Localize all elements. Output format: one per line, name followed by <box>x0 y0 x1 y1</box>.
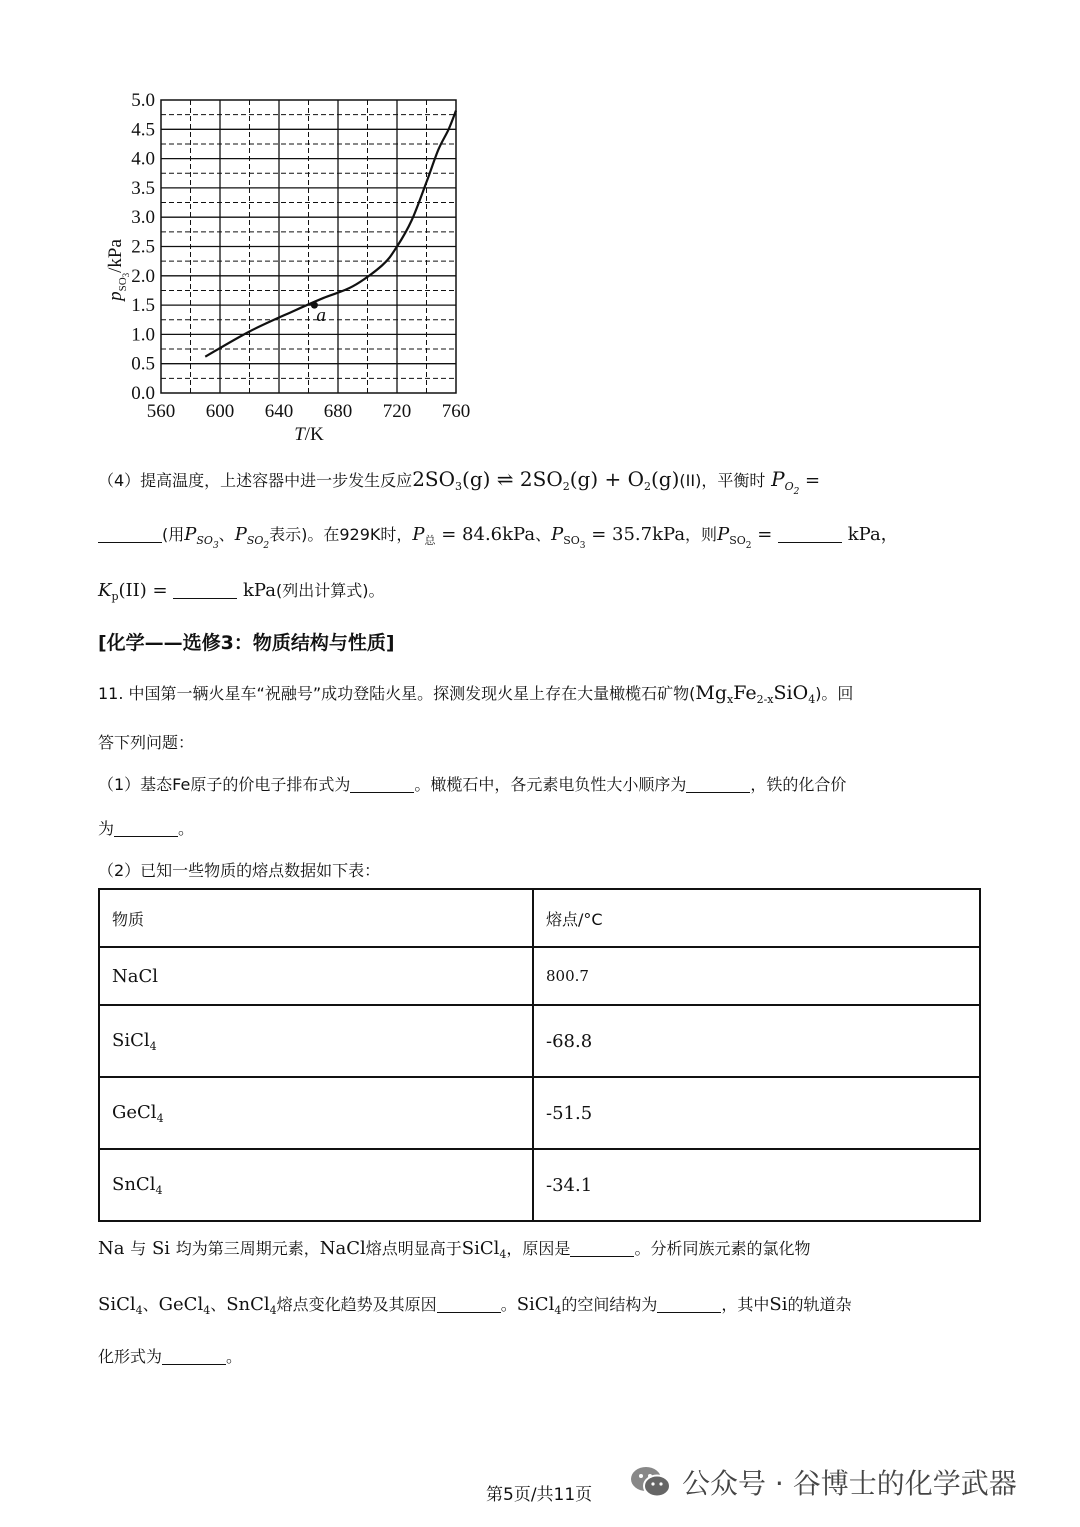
q11-p2-intro: （2）已知一些物质的熔点数据如下表： <box>98 861 381 880</box>
y-tick-label: 4.5 <box>131 119 155 141</box>
kp-symbol: K <box>98 580 112 601</box>
y-tick-label: 3.0 <box>131 207 155 229</box>
q4-line2: (用$P_{SO_3}$、$P_{SO_2}$表示)。在929K时，$P_总 = 84.6kPa$、$P_{SO_3} = 35.7kPa$，则$P_{SO_2}$ = kPa， <box>98 522 990 559</box>
y-tick-label: 0.5 <box>131 353 155 375</box>
answer-blank-po2[interactable] <box>98 524 162 543</box>
q11-line2: 答下列问题： <box>98 733 195 752</box>
x-axis-label: T/K <box>294 424 324 445</box>
cell-substance: GeCl$_4$ <box>99 1077 533 1149</box>
y-tick-label: 1.5 <box>131 295 155 317</box>
reaction-tag: (II)，平衡时 <box>679 471 766 490</box>
q11-p2-line3: 化形式为 。 <box>98 1347 243 1366</box>
header-melting-point: 熔点/°C <box>533 889 980 947</box>
pso3-symbol: $P_{SO_3}$ <box>184 524 219 551</box>
q11-p2-line1: Na 与 Si 均为第三周期元素，NaCl熔点明显高于SiCl$_4$，原因是 。分析同族元素的氯化物 <box>98 1238 811 1261</box>
q4-line1: （4）提高温度，上述容器中进一步发生反应$2SO_3(g)$ ⇌ $2SO_2(g) + O_2(g)(II)$，平衡时 $P_{O_2}$ = <box>98 467 821 497</box>
y-tick-label: 2.0 <box>131 265 155 287</box>
x-tick-label: 680 <box>323 401 353 422</box>
q4-text: (用 <box>162 525 185 544</box>
olivine-formula: $Mg_xFe_{2-x}SiO_4$ <box>695 682 816 706</box>
cell-substance: SnCl$_4$ <box>99 1149 533 1221</box>
watermark-text: 公众号 · 谷博士的化学武器 <box>682 1467 1017 1500</box>
answer-blank-kp[interactable] <box>173 580 237 599</box>
y-tick-labels <box>131 90 155 404</box>
q4-prefix: （4）提高温度，上述容器中进一步发生反应 <box>98 471 413 490</box>
x-tick-label: 760 <box>441 401 471 422</box>
page-number: 第5页/共11页 <box>486 1485 593 1505</box>
x-tick-labels <box>147 401 471 422</box>
cell-substance: NaCl <box>99 947 533 1005</box>
pso2-symbol: $P_{SO_2}$ <box>234 524 270 551</box>
answer-blank-reason[interactable] <box>570 1238 634 1257</box>
melting-point-table <box>98 888 981 1222</box>
y-tick-label: 3.5 <box>131 177 155 199</box>
cell-melting-point: -68.8 <box>533 1005 980 1077</box>
po2-symbol: $P_{O_2}$ <box>771 467 800 497</box>
table-header-row <box>99 889 980 947</box>
cell-melting-point: -51.5 <box>533 1077 980 1149</box>
q11-line1 <box>98 680 990 713</box>
answer-blank-electronegativity[interactable] <box>686 774 750 793</box>
answer-blank-pso2[interactable] <box>778 524 842 543</box>
q11-p1-line1: （1）基态Fe原子的价电子排布式为 。橄榄石中，各元素电负性大小顺序为 ，铁的化合价 <box>98 775 847 794</box>
y-tick-label: 0.0 <box>131 383 155 404</box>
y-axis-label: $p_{SO}3$/kPa <box>105 239 131 301</box>
answer-blank-hybridization[interactable] <box>162 1346 226 1365</box>
cell-melting-point: 800.7 <box>533 947 980 1005</box>
cell-melting-point: -34.1 <box>533 1149 980 1221</box>
q11-p1-line2: 为 。 <box>98 819 195 838</box>
answer-blank-fe-config[interactable] <box>350 774 414 793</box>
table-row <box>99 1149 980 1221</box>
x-tick-label: 640 <box>264 401 294 422</box>
section-heading: [化学——选修3：物质结构与性质] <box>98 632 395 654</box>
y-tick-label: 2.5 <box>131 236 155 258</box>
cell-substance: SiCl$_4$ <box>99 1005 533 1077</box>
chart-grid <box>161 100 456 393</box>
vapor-pressure-chart <box>95 85 495 455</box>
x-tick-label: 560 <box>146 401 176 422</box>
table-row <box>99 1005 980 1077</box>
point-a-label: a <box>316 305 326 327</box>
q11-text: 11. 中国第一辆火星车“祝融号”成功登陆火星。探测发现火星上存在大量橄榄石矿物( <box>98 684 696 703</box>
y-tick-label: 5.0 <box>131 90 155 111</box>
p-total: P <box>412 524 425 545</box>
answer-blank-fe-valence[interactable] <box>114 818 178 837</box>
answer-blank-structure[interactable] <box>657 1294 721 1313</box>
q11-p2-line2: SiCl$_4$、GeCl$_4$、SnCl$_4$熔点变化趋势及其原因 。SiCl$_4$的空间结构为 ，其中Si的轨道杂 <box>98 1294 852 1317</box>
table-row <box>99 947 980 1005</box>
y-tick-label: 4.0 <box>131 148 155 170</box>
x-tick-label: 720 <box>382 401 412 422</box>
reaction-equation: $2SO_3(g)$ ⇌ $2SO_2(g) + O_2(g)$ <box>412 467 680 493</box>
q11-text: )。回 <box>815 684 854 703</box>
header-substance: 物质 <box>99 889 533 947</box>
answer-blank-trend[interactable] <box>437 1294 501 1313</box>
watermark <box>628 1462 1017 1502</box>
table-row <box>99 1077 980 1149</box>
x-tick-label: 600 <box>205 401 235 422</box>
q4-line3: $K_p(II) = kPa$(列出计算式)。 <box>98 580 385 603</box>
wechat-icon <box>628 1464 674 1500</box>
q4-text: 表示)。在929K时， <box>269 525 413 544</box>
y-tick-label: 1.0 <box>131 324 155 346</box>
